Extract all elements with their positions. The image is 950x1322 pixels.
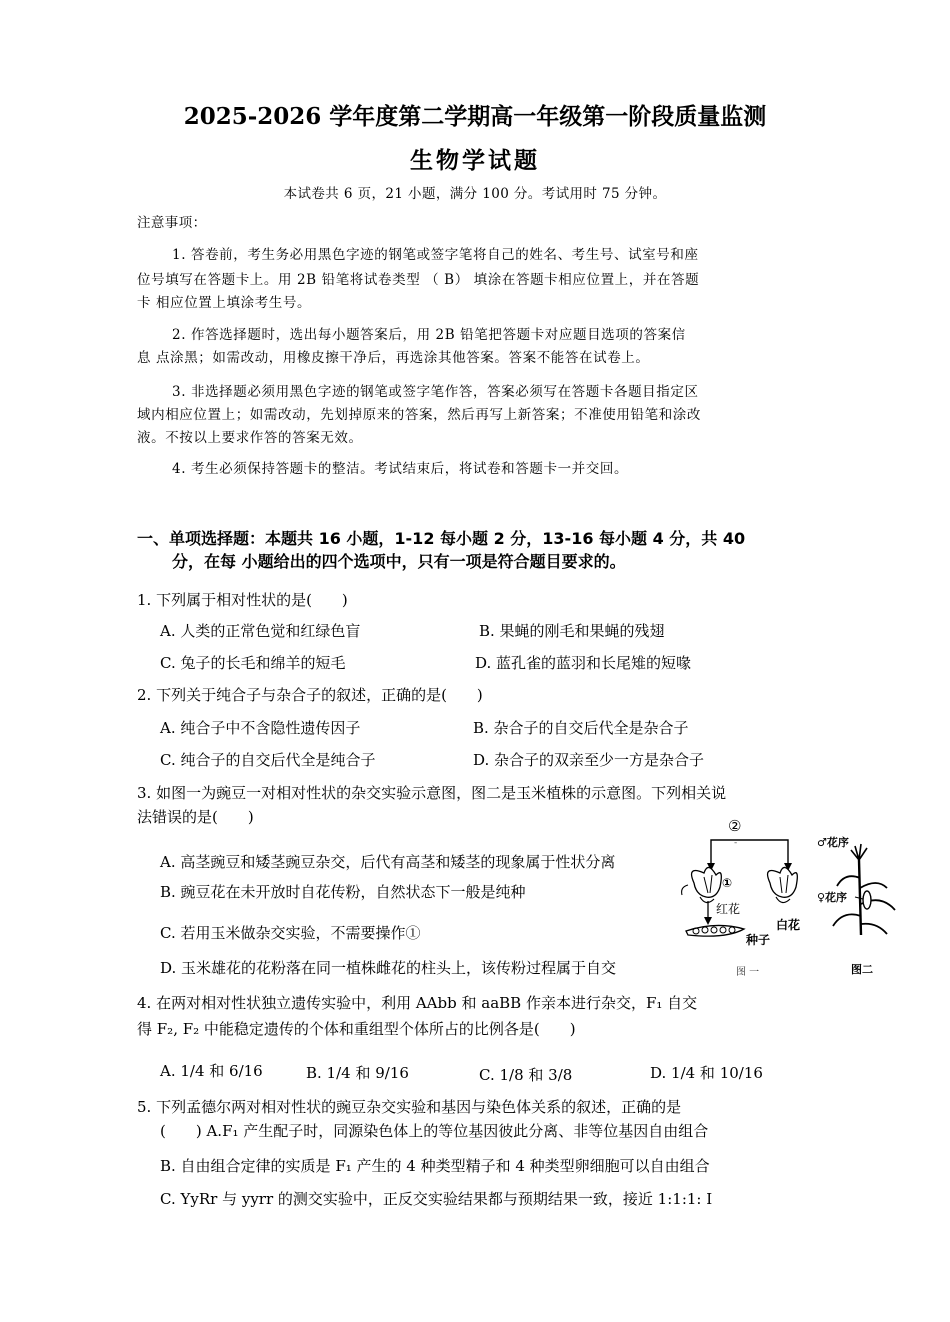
figure-1-down-arrow-icon [704, 917, 712, 925]
figure-1-transfer-bracket [711, 840, 788, 865]
q3-option-b: B. 豌豆花在未开放时自花传粉，自然状态下一般是纯种 [160, 883, 526, 901]
notice-item-3-line-3: 液。不按以上要求作答的答案无效。 [137, 430, 363, 446]
q5-stem-line-2: ( ) A.F₁ 产生配子时，同源染色体上的等位基因彼此分离、非等位基因自由组合 [160, 1122, 709, 1140]
q4-stem-line-1: 4. 在两对相对性状独立遗传实验中，利用 AAbb 和 aaBB 作亲本进行杂交，F₁ 自交 [137, 994, 698, 1012]
figure-2-label-female-inflorescence: ♀花序 [817, 891, 848, 904]
figure-2-label-male-inflorescence: ♂花序 [817, 836, 849, 849]
pea-pod-icon [686, 925, 744, 936]
q1-option-a: A. 人类的正常色觉和红绿色盲 [160, 622, 361, 640]
figure-1-label-red-flower: 红花 [716, 902, 741, 916]
q3-option-d: D. 玉米雄花的花粉落在同一植株雌花的柱头上，该传粉过程属于自交 [160, 959, 617, 977]
subject-title: 生物学试题 [410, 147, 540, 174]
figure-1-label-circle-1: ① [722, 876, 733, 890]
q2-stem: 2. 下列关于纯合子与杂合子的叙述，正确的是( ) [137, 686, 483, 704]
q5-option-b: B. 自由组合定律的实质是 F₁ 产生的 4 种类型精子和 4 种类型卵细胞可以自由组合 [160, 1157, 710, 1175]
figure-1-label-circle-2: ② [728, 817, 742, 835]
q2-option-c: C. 纯合子的自交后代全是纯合子 [160, 751, 376, 769]
figure-1-caption: 图 一 [736, 967, 760, 978]
notice-item-4-line-1: 4. 考生必须保持答题卡的整洁。考试结束后，将试卷和答题卡一并交回。 [172, 461, 629, 477]
q4-option-c: C. 1/8 和 3/8 [479, 1066, 573, 1084]
q1-option-b: B. 果蝇的刚毛和果蝇的残翅 [479, 622, 665, 640]
figure-1-label-seed: 种子 [746, 933, 771, 947]
q3-stem-line-2: 法错误的是( ) [137, 808, 254, 826]
section-heading-line-1: 一、单项选择题：本题共 16 小题，1-12 每小题 2 分，13-16 每小题 4 分，共 40 [137, 529, 746, 548]
figure-1-label-white-flower: 白花 [776, 918, 801, 932]
notice-item-3-line-2: 域内相应位置上；如需改动，先划掉原来的答案，然后再写上新答案；不准使用铅笔和涂改 [137, 407, 701, 423]
q1-option-d: D. 蓝孔雀的蓝羽和长尾雉的短喙 [475, 654, 692, 672]
notice-item-1-line-3: 卡 相应位置上填涂考生号。 [137, 295, 312, 311]
notice-item-1-line-1: 1. 答卷前，考生务必用黑色字迹的钢笔或签字笔将自己的姓名、考生号、试室号和座 [172, 247, 699, 263]
q2-option-d: D. 杂合子的双亲至少一方是杂合子 [473, 751, 705, 769]
q2-option-a: A. 纯合子中不含隐性遗传因子 [160, 719, 361, 737]
q4-stem-line-2: 得 F₂, F₂ 中能稳定遗传的个体和重组型个体所占的比例各是( ) [137, 1020, 576, 1038]
q4-option-b: B. 1/4 和 9/16 [306, 1064, 409, 1082]
figure-1-pea-cross-diagram [676, 815, 816, 980]
exam-info: 本试卷共 6 页，21 小题，满分 100 分。考试用时 75 分钟。 [283, 186, 667, 202]
notice-item-2-line-1: 2. 作答选择题时，选出每小题答案后，用 2B 铅笔把答题卡对应题目选项的答案信 [172, 327, 686, 343]
figure-2-caption: 图二 [851, 963, 873, 976]
section-heading-line-2: 分，在每 小题给出的四个选项中，只有一项是符合题目要求的。 [172, 552, 626, 571]
corn-plant-icon [833, 844, 895, 935]
figure-1-dash-mark: - [734, 838, 738, 848]
figure-2-corn-plant-diagram [815, 830, 900, 980]
red-flower-icon [682, 867, 722, 902]
notice-item-1-line-2: 位号填写在答题卡上。用 2B 铅笔将试卷类型 （ B） 填涂在答题卡相应位置上，并在答题 [137, 272, 700, 288]
q3-option-a: A. 高茎豌豆和矮茎豌豆杂交，后代有高茎和矮茎的现象属于性状分离 [160, 853, 616, 871]
notice-item-2-line-2: 息 点涂黑；如需改动，用橡皮擦干净后，再选涂其他答案。答案不能答在试卷上。 [137, 350, 650, 366]
q1-stem: 1. 下列属于相对性状的是( ) [137, 591, 348, 609]
exam-title: 2025-2026 学年度第二学期高一年级第一阶段质量监测 [183, 103, 767, 130]
q3-option-c: C. 若用玉米做杂交实验，不需要操作① [160, 924, 421, 942]
white-flower-icon [768, 867, 798, 902]
notice-item-3-line-1: 3. 非选择题必须用黑色字迹的钢笔或签字笔作答，答案必须写在答题卡各题目指定区 [172, 384, 699, 400]
q4-option-a: A. 1/4 和 6/16 [160, 1062, 263, 1080]
q2-option-b: B. 杂合子的自交后代全是杂合子 [473, 719, 689, 737]
notice-heading: 注意事项： [137, 215, 207, 231]
q5-option-c: C. YyRr 与 yyrr 的测交实验中，正反交实验结果都与预期结果一致，接近 1:1:1: I [160, 1190, 713, 1208]
q3-stem-line-1: 3. 如图一为豌豆一对相对性状的杂交实验示意图，图二是玉米植株的示意图。下列相关说 [137, 784, 727, 802]
q1-option-c: C. 兔子的长毛和绵羊的短毛 [160, 654, 346, 672]
q4-option-d: D. 1/4 和 10/16 [650, 1064, 763, 1082]
q5-stem-line-1: 5. 下列孟德尔两对相对性状的豌豆杂交实验和基因与染色体关系的叙述，正确的是 [137, 1098, 682, 1116]
